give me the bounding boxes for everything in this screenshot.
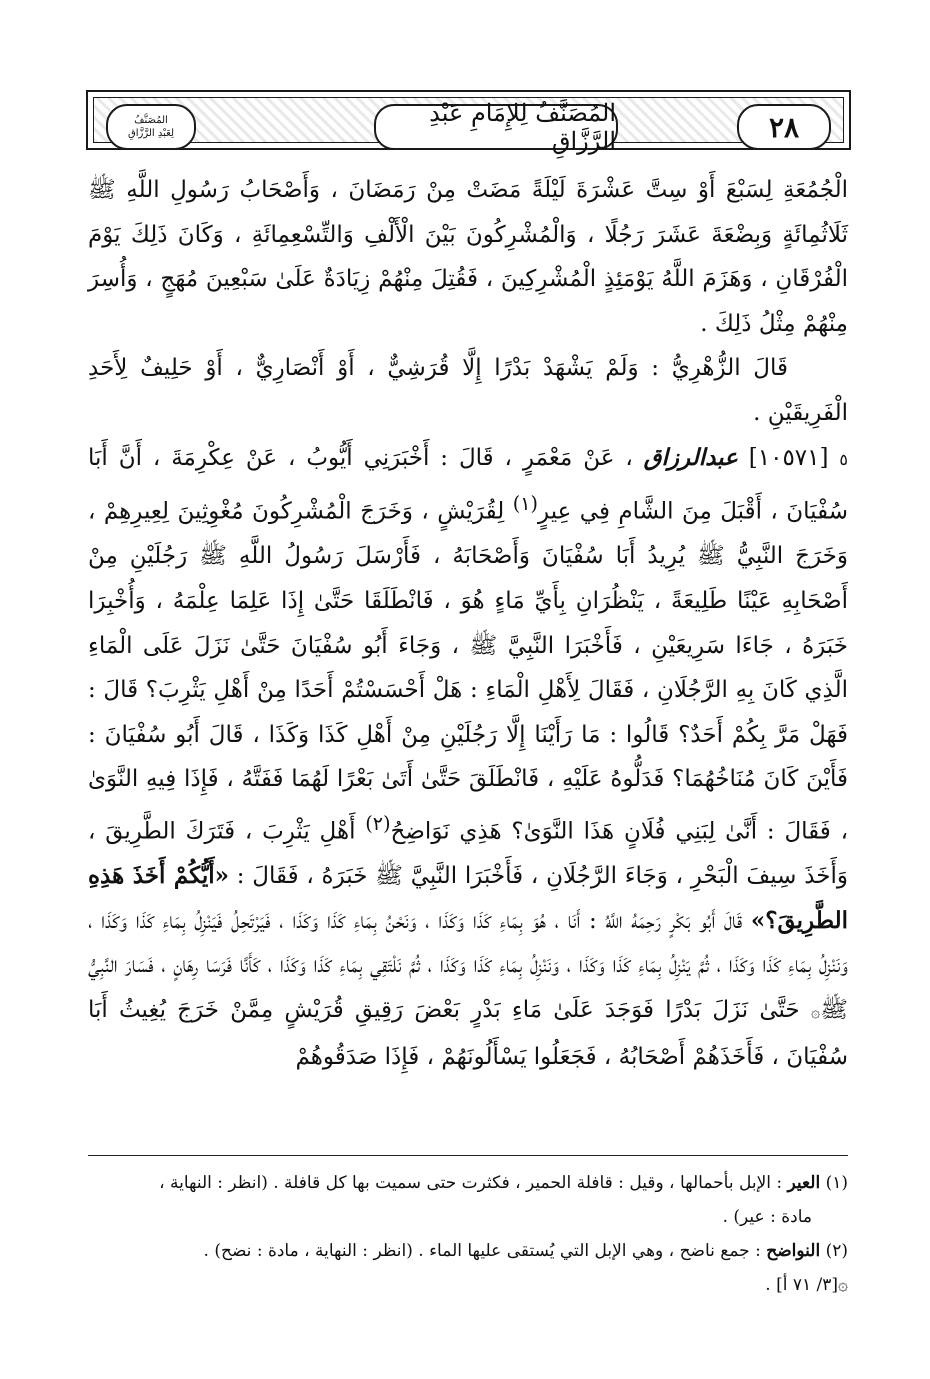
page-header (86, 90, 851, 155)
page-number: ٢٨ (737, 104, 831, 150)
hadith-text: حَتَّىٰ نَزَلَ بَدْرًا فَوَجَدَ عَلَىٰ مَاءِ بَدْرٍ بَعْضَ رَقِيقِ قُرَيْشٍ مِمَّنْ خَرَجَ يُغِيثُ أَبَا سُفْيَانَ ، فَأَخَذَهُمْ أَصْحَابُهُ ، فَجَعَلُوا يَسْأَلُونَهُمْ ، فَإِذَا صَدَقُوهُمْ (88, 997, 848, 1070)
prophetic-quote: «أَيُّكُمْ أَخَذَ هَذِهِ الطَّرِيقَ؟» (88, 862, 848, 934)
footnote-1-continued (86, 1200, 848, 1234)
footnote-label: (٢) (825, 1241, 848, 1261)
seal-line1: المُصَنَّفُ (134, 115, 168, 126)
footnote-text: مادة : عير) . (722, 1207, 812, 1227)
hadith-text: قَالَ أَبُو بَكْرٍ رَحِمَهُ اللَّهُ : أَنَا ، هُوَ بِمَاءِ كَذَا وَكَذَا ، وَنَحْنُ بِمَاءِ كَذَا وَكَذَا ، فَيَرْتَحِلُ فَيَنْزِلُ بِمَاءِ كَذَا وَكَذَا ، وَنَنْزِلُ بِمَاءِ كَذَا وَكَذَا ، ثُمَّ يَنْزِلُ بِمَاءِ كَذَا وَكَذَا ، وَنَنْزِلُ بِمَاءِ كَذَا وَكَذَا ، ثُمَّ نَلْتَقِي بِمَاءِ كَذَا وَكَذَا ، كَأَنَّا فَرَسَا رِهَانٍ ، فَسَارَ النَّبِيُّ ﷺ (88, 907, 848, 1023)
narrator-name: عبدالرزاق (643, 443, 738, 471)
hadith-paragraph (88, 436, 848, 1080)
header-ornament-band (93, 97, 844, 155)
footnote-term: العير (787, 1173, 821, 1193)
hadith-text: لِقُرَيْشٍ ، وَخَرَجَ الْمُشْرِكُونَ مُغْوِثِينَ لِعِيرِهِمْ ، وَخَرَجَ النَّبِيُّ ﷺ يُرِيدُ أَبَا سُفْيَانَ وَأَصْحَابَهُ ، فَأَرْسَلَ رَسُولُ اللَّهِ ﷺ رَجُلَيْنِ مِنْ أَصْحَابِهِ عَيْنًا طَلِيعَةً ، يَنْظُرَانِ بِأَيِّ مَاءٍ هُوَ ، فَانْطَلَقَا حَتَّىٰ إِذَا عَلِمَا عِلْمَهُ ، وَأُخْبِرَا خَبَرَهُ ، جَاءَا سَرِيعَيْنِ ، فَأَخْبَرَا النَّبِيَّ ﷺ ، وَجَاءَ أَبُو سُفْيَانَ حَتَّىٰ نَزَلَ عَلَى الْمَاءِ الَّذِي كَانَ بِهِ الرَّجُلَانِ ، فَقَالَ لِأَهْلِ الْمَاءِ : هَلْ أَحْسَسْتُمْ أَحَدًا مِنْ أَهْلِ يَثْرِبَ؟ قَالَ : فَهَلْ مَرَّ بِكُمْ أَحَدٌ؟ قَالُوا : مَا رَأَيْنَا إِلَّا رَجُلَيْنِ مِنْ أَهْلِ كَذَا وَكَذَا ، قَالَ أَبُو سُفْيَانَ : فَأَيْنَ كَانَ مُنَاخُهُمَا؟ فَدَلُّوهُ عَلَيْهِ ، فَانْطَلَقَ حَتَّىٰ أَتَىٰ بَعْرًا لَهُمَا فَفَتَّهُ ، فَإِذَا فِيهِ النَّوَىٰ ، فَقَالَ : أَنَّىٰ لِبَنِي فُلَانٍ هَذَا النَّوَىٰ؟ هَذِي نَوَاضِحُ (88, 498, 848, 845)
page-marker-icon: ۞ (810, 1002, 821, 1021)
reference-text: [٣/ ٧١ أ] . (765, 1275, 839, 1295)
footnote-1 (86, 1166, 848, 1200)
seal-line2: لِعَبْدِ الرَّزَّاقِ (127, 128, 175, 139)
hadith-marker: ٥ (839, 449, 848, 469)
reference-marker-icon: ۞ (838, 1275, 848, 1295)
footnote-text: : جمع ناضح ، وهي الإبل التي يُستقى عليها الماء . (انظر : النهاية ، مادة : نضح) . (203, 1241, 761, 1261)
footnotes (86, 1166, 848, 1302)
footnote-label: (١) (825, 1173, 848, 1193)
hadith-text: ، عَنْ مَعْمَرٍ ، قَالَ : أَخْبَرَنِي أَيُّوبُ ، عَنْ عِكْرِمَةَ ، أَنَّ أَبَا سُفْيَانَ ، أَقْبَلَ مِنَ الشَّامِ فِي عِيرٍ (88, 444, 849, 525)
main-text (88, 168, 848, 1079)
footnote-term: النواضح (766, 1241, 821, 1261)
paragraph-text: قَالَ الزُّهْرِيُّ : وَلَمْ يَشْهَدْ بَدْرًا إِلَّا قُرَشِيٌّ ، أَوْ أَنْصَارِيٌّ ، أَوْ حَلِيفٌ لِأَحَدِ الْفَرِيقَيْنِ . (88, 355, 848, 426)
paragraph-text: الْجُمُعَةِ لِسَبْعَ أَوْ سِتَّ عَشْرَةَ لَيْلَةً مَضَتْ مِنْ رَمَضَانَ ، وَأَصْحَابُ رَسُولِ اللَّهِ ﷺ ثَلَاثُمِائَةٍ وَبِضْعَةَ عَشَرَ رَجُلًا ، وَالْمُشْرِكُونَ بَيْنَ الْأَلْفِ وَالتِّسْعِمِائَةِ ، وَكَانَ ذَلِكَ يَوْمَ الْفُرْقَانِ ، وَهَزَمَ اللَّهُ يَوْمَئِذٍ الْمُشْرِكِينَ ، فَقُتِلَ مِنْهُمْ زِيَادَةٌ عَلَىٰ سَبْعِينَ مُهَجٍ ، وَأُسِرَ مِنْهُمْ مِثْلُ ذَلِكَ . (88, 177, 848, 337)
hadith-text: أَهْلِ يَثْرِبَ ، فَتَرَكَ الطَّرِيقَ ، وَأَخَذَ سِيفَ الْبَحْرِ ، وَجَاءَ الرَّجُلَانِ ، فَأَخْبَرَا النَّبِيَّ ﷺ خَبَرَهُ ، فَقَالَ : (88, 818, 848, 890)
footnote-ref-1: (١) (512, 492, 538, 516)
book-seal-logo (106, 104, 196, 150)
running-title: المُصَنَّفُ لِلإِمَامِ عَبْدِ الرَّزَّاقِ (374, 104, 618, 150)
hadith-number: [١٠٥٧١] (748, 444, 829, 471)
paragraph (88, 346, 848, 435)
footnote-text: : الإبل بأحمالها ، وقيل : قافلة الحمير ، فكثرت حتى سميت بها كل قافلة . (انظر : النهاية ، (159, 1173, 783, 1193)
footnote-ref-2: (٢) (365, 811, 391, 835)
manuscript-reference (86, 1268, 848, 1302)
footnote-divider (88, 1155, 848, 1156)
paragraph (88, 168, 848, 346)
footnote-2 (86, 1234, 848, 1268)
